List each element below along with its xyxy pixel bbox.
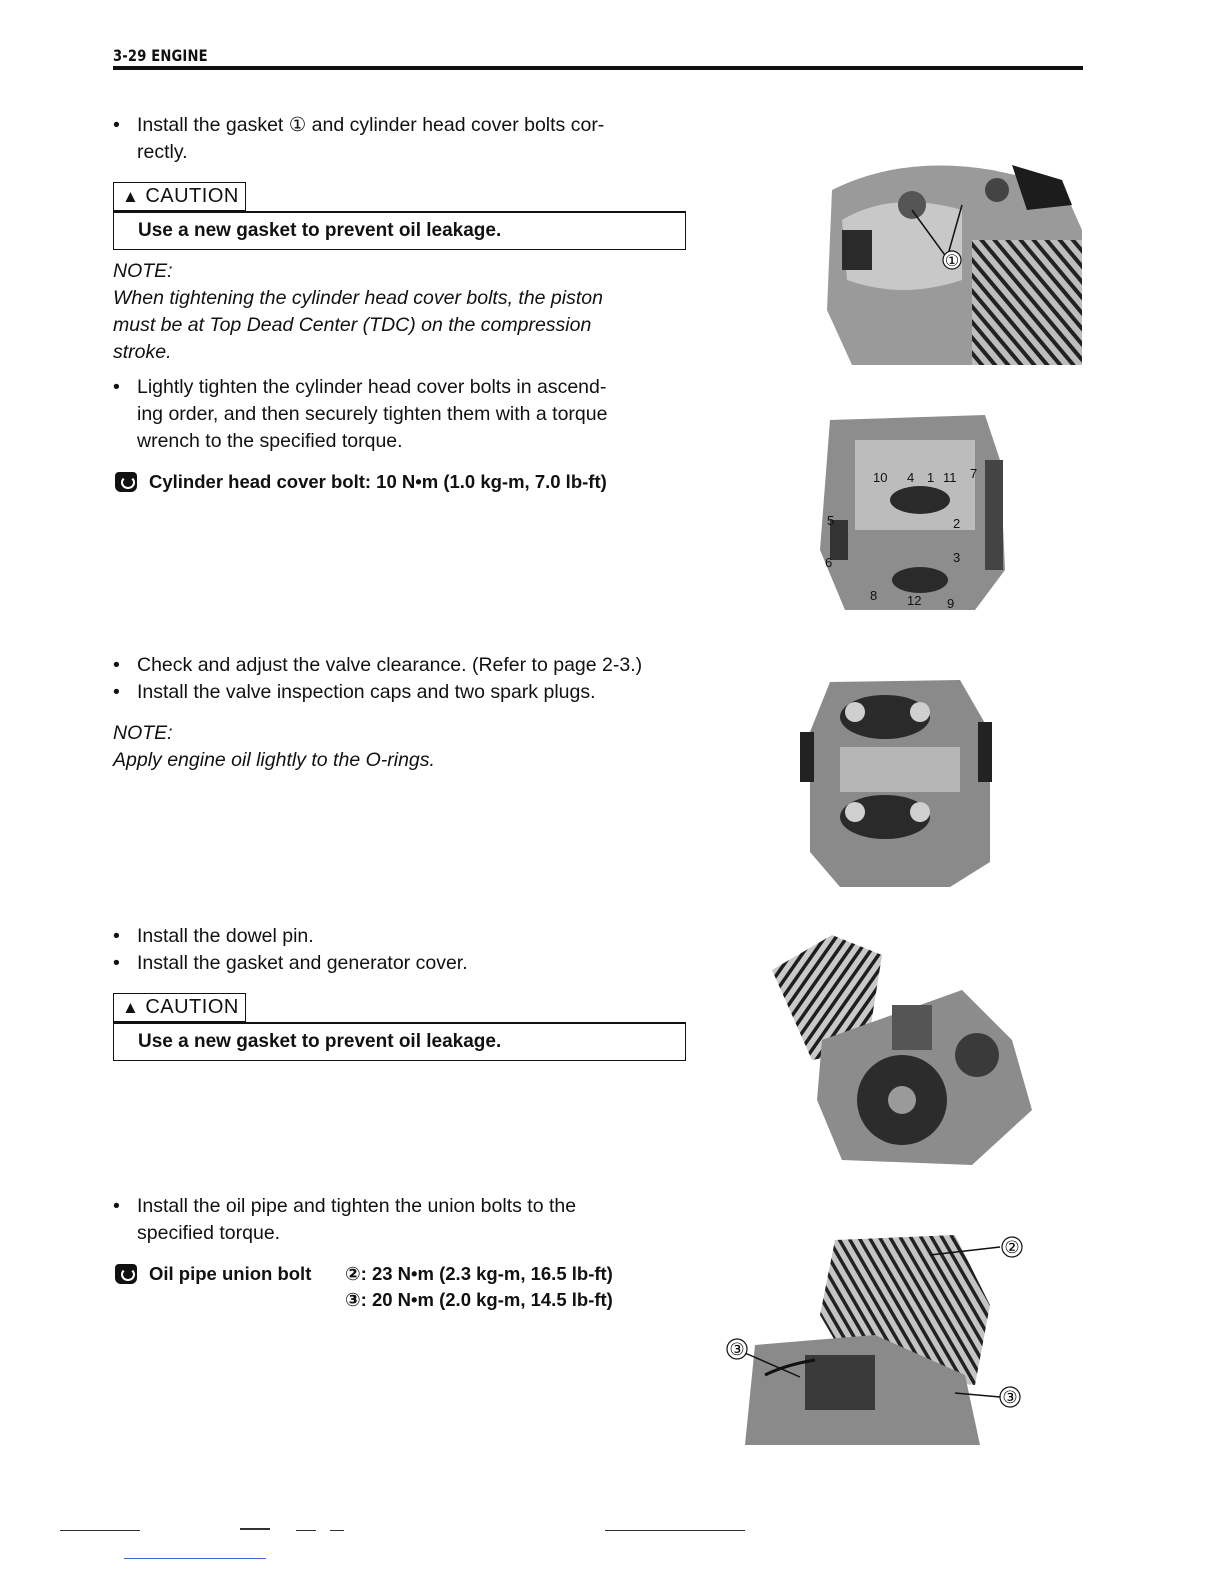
callout-number: ②	[1004, 1238, 1020, 1257]
rotor-hub	[888, 1086, 916, 1114]
bolt-order-number: 2	[953, 516, 961, 531]
torque-spec-line: ②: 23 N•m (2.3 kg-m, 16.5 lb-ft)	[345, 1263, 613, 1284]
bullet-text: Install the valve inspection caps and two spark plugs.	[137, 681, 596, 703]
bullet-dowel-pin	[113, 923, 688, 950]
bullet-dot: •	[113, 681, 120, 703]
bullet-text: specified torque.	[137, 1222, 281, 1244]
bullet-text: Install the gasket ① and cylinder head cover bolts cor-	[137, 114, 605, 136]
cover-plate	[892, 1005, 932, 1050]
caution-label-text: CAUTION	[145, 996, 239, 1018]
bolt-order-number: 7	[970, 466, 978, 481]
bolt-boss	[898, 191, 926, 219]
photo-valve-caps	[800, 672, 1000, 890]
caution-block	[113, 182, 688, 250]
page-header	[113, 46, 1083, 66]
note-block	[113, 720, 688, 774]
bullet-valve-clearance	[113, 652, 688, 679]
bullet-dot: •	[113, 654, 120, 676]
bullet-dot: •	[113, 925, 120, 947]
torque-spec	[113, 469, 688, 495]
bullet-tighten-bolts	[113, 374, 688, 455]
bullet-text-cont: rectly.	[137, 141, 188, 163]
callout-number: ③	[1002, 1388, 1018, 1407]
spark-plug	[800, 732, 814, 782]
bullet-oil-pipe	[113, 1193, 688, 1247]
footer-dash	[240, 1528, 270, 1530]
bullet-text: Lightly tighten the cylinder head cover bolts in ascend-	[137, 376, 607, 398]
bolt-boss	[985, 178, 1009, 202]
caution-label-text: CAUTION	[145, 185, 239, 207]
section-gasket-install	[113, 112, 688, 495]
note-line: must be at Top Dead Center (TDC) on the compression	[113, 314, 592, 336]
bolt-head	[910, 702, 930, 722]
valve-cap	[890, 486, 950, 514]
footer-dash	[296, 1530, 316, 1531]
bolt-head	[845, 702, 865, 722]
bullet-generator-cover	[113, 950, 688, 977]
photo-generator-cover	[762, 930, 1037, 1170]
bullet-dot: •	[113, 952, 120, 974]
caution-label	[113, 182, 246, 211]
bolt-order-number: 11	[943, 470, 957, 485]
photo-bolt-order	[815, 400, 1010, 615]
bolt-head	[845, 802, 865, 822]
torque-spec-line: ③: 20 N•m (2.0 kg-m, 14.5 lb-ft)	[345, 1289, 613, 1310]
torque-spec	[113, 1261, 688, 1313]
callout-number: ③	[729, 1340, 745, 1359]
bullet-dot: •	[113, 376, 120, 398]
bullet-install-gasket	[113, 112, 688, 166]
bullet-text: wrench to the specified torque.	[137, 430, 403, 452]
bullet-dot: •	[113, 114, 120, 136]
note-label: NOTE:	[113, 260, 173, 282]
bolt-order-number: 3	[953, 550, 961, 565]
bolt-order-number: 9	[947, 596, 955, 611]
footer-dash	[330, 1530, 344, 1531]
valve-opening	[842, 230, 872, 270]
torque-wrench-icon	[115, 472, 137, 492]
section-generator-cover	[113, 923, 688, 1061]
bullet-dot: •	[113, 1195, 120, 1217]
bullet-text: Install the oil pipe and tighten the union bolts to the	[137, 1195, 577, 1217]
note-label: NOTE:	[113, 722, 173, 744]
bolt-order-number: 8	[870, 588, 878, 603]
spark-plug	[978, 722, 992, 782]
bolt-order-number: 10	[873, 470, 888, 485]
photo-oil-pipe	[725, 1225, 1030, 1450]
photo-cylinder-head-cover	[812, 150, 1084, 365]
note-line: Apply engine oil lightly to the O-rings.	[113, 749, 435, 771]
caution-label	[113, 993, 246, 1022]
side-bracket	[985, 460, 1003, 570]
note-line: stroke.	[113, 341, 172, 363]
caution-block	[113, 993, 688, 1061]
torque-spec-text: Cylinder head cover bolt: 10 N•m (1.0 kg-m, 7.0 lb-ft)	[149, 471, 607, 492]
cover-plate	[840, 747, 960, 792]
bolt-order-number: 1	[927, 470, 935, 485]
valve-cap	[892, 567, 948, 593]
bullet-inspection-caps	[113, 679, 688, 706]
bolt-order-number: 12	[907, 593, 922, 608]
torque-spec-label: Oil pipe union bolt	[149, 1263, 312, 1284]
warning-triangle-icon: ▲	[122, 998, 140, 1017]
bolt-order-number: 4	[907, 470, 915, 485]
cover-boss	[955, 1033, 999, 1077]
note-block	[113, 258, 688, 366]
bullet-text: Install the gasket and generator cover.	[137, 952, 468, 974]
warning-triangle-icon: ▲	[122, 187, 140, 206]
footer-link-line	[124, 1558, 266, 1559]
callout-number: ①	[944, 253, 960, 270]
section-oil-pipe	[113, 1193, 688, 1313]
bolt-order-number: 6	[825, 555, 833, 570]
footer-dash	[60, 1530, 140, 1531]
footer-dash	[605, 1530, 745, 1531]
caution-box: Use a new gasket to prevent oil leakage.	[113, 1022, 686, 1061]
note-line: When tightening the cylinder head cover bolts, the piston	[113, 287, 603, 309]
caution-box: Use a new gasket to prevent oil leakage.	[113, 211, 686, 250]
page-title: 3-29 ENGINE	[113, 46, 208, 65]
bullet-text: ing order, and then securely tighten them with a torque	[137, 403, 608, 425]
torque-wrench-icon	[115, 1264, 137, 1284]
bullet-text: Check and adjust the valve clearance. (Refer to page 2-3.)	[137, 654, 643, 676]
bolt-order-number: 5	[827, 513, 835, 528]
bolt-head	[910, 802, 930, 822]
bullet-text: Install the dowel pin.	[137, 925, 314, 947]
cooling-fins	[972, 240, 1082, 365]
header-rule	[113, 66, 1083, 70]
section-valve-clearance	[113, 652, 688, 774]
engine-block-detail	[805, 1355, 875, 1410]
